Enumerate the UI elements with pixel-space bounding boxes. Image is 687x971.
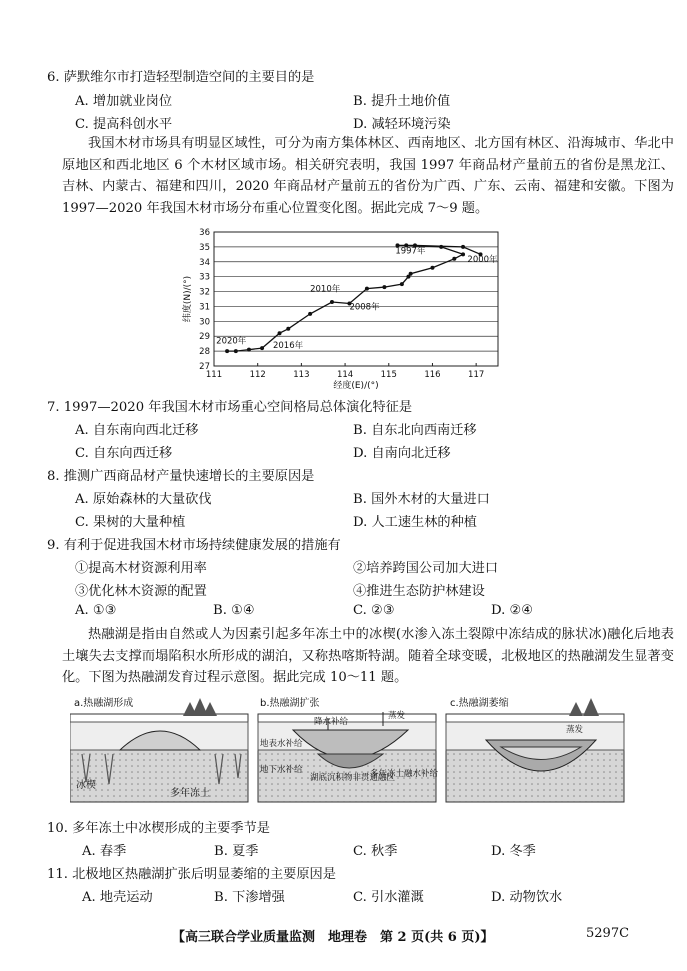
data-point [286,327,290,331]
y-tick-label: 27 [199,362,210,372]
q9-option-a: A. ①③ [75,603,117,618]
data-point [461,245,465,249]
q9-option-b: B. ①④ [213,603,255,618]
chart-series [225,243,482,353]
x-tick-label: 117 [468,370,485,380]
chart-labels [181,228,498,391]
y-tick-label: 28 [199,347,210,358]
y-tick-label: 34 [199,257,210,268]
panel-a [70,696,248,802]
x-tick-label: 115 [380,370,397,380]
annotation-label: 2016年 [272,341,304,352]
q9-stem: 9. 有利于促进我国木材市场持续健康发展的措施有 [47,538,341,553]
q10-option-b: B. 夏季 [214,844,259,859]
label-evaporation-c: 蒸发 [566,725,584,735]
q9-option-d: D. ②④ [491,603,534,618]
data-point [461,252,465,256]
panel-b [258,696,439,802]
panel-c [446,696,624,802]
data-point [365,287,369,291]
series-line [227,245,480,351]
q7-option-b: B. 自东北向西南迁移 [353,423,477,438]
q6-option-a: A. 增加就业岗位 [75,94,173,109]
q9-item-4: ④推进生态防护林建设 [353,584,485,599]
q10-stem: 10. 多年冻土中冰楔形成的主要季节是 [47,821,270,836]
y-tick-label: 30 [199,317,210,328]
q7-option-c: C. 自东向西迁移 [75,446,173,461]
q8-option-c: C. 果树的大量种植 [75,515,186,530]
q10-option-c: C. 秋季 [353,844,398,859]
x-tick-label: 114 [336,370,354,380]
panel-a-title: a.热融湖形成 [74,698,134,709]
q6-option-b: B. 提升土地价值 [353,94,451,109]
q9-item-2: ②培养跨国公司加大进口 [353,561,499,576]
q7-option-d: D. 自南向北迁移 [353,446,451,461]
x-tick-label: 112 [249,370,266,380]
q11-option-c: C. 引水灌溉 [353,890,424,905]
label-groundwater: 地下水补给 [260,765,303,775]
data-point [278,331,282,335]
label-lake-sediment: 湖底沉积物非贯通融区 [310,773,396,783]
panel-b-title: b.热融湖扩张 [260,698,320,709]
data-point [330,300,334,304]
data-point [430,266,434,270]
data-point [439,245,443,249]
q6-option-c: C. 提高科创水平 [75,117,173,132]
data-point [382,285,386,289]
label-evaporation-b: 蒸发 [388,711,406,721]
data-point [400,282,404,286]
passage-thermokarst: 热融湖是指由自然或人为因素引起多年冻土中的冰楔(水渗入冻土裂隙中冻结成的脉状冰)融化后地表土壤失去支撑而塌陷积水所形成的湖泊，又称热喀斯特湖。随着全球变暖，北极地区的热融湖发生显著变化。下图为热融湖发育过程示意图。据此完成 10～11 题。 [62,627,674,685]
data-point [260,346,264,350]
q10-option-a: A. 春季 [82,844,127,859]
thermokarst-lake-diagram [70,692,625,805]
q6-stem: 6. 萨默维尔市打造轻型制造空间的主要目的是 [47,70,315,85]
y-axis-label: 纬度(N)/(°) [183,275,193,323]
q8-option-a: A. 原始森林的大量砍伐 [75,492,212,507]
data-point [225,349,229,353]
annotation-label: 2020年 [216,336,247,347]
q9-item-1: ①提高木材资源利用率 [75,561,207,576]
y-tick-label: 31 [199,302,210,313]
data-point [406,275,410,279]
q8-option-b: B. 国外木材的大量进口 [353,492,490,507]
q7-option-a: A. 自东南向西北迁移 [75,423,199,438]
annotation-label: 2008年 [349,302,380,313]
panel-c-title: c.热融湖萎缩 [450,698,509,709]
q8-stem: 8. 推测广西商品材产量快速增长的主要原因是 [47,469,315,484]
x-tick-label: 111 [205,370,223,380]
q9-item-3: ③优化林木资源的配置 [75,584,207,599]
q11-option-b: B. 下渗增强 [214,890,285,905]
label-permafrost-melt: 多年冻土融水补给 [370,769,439,779]
q11-stem: 11. 北极地区热融湖扩张后明显萎缩的主要原因是 [47,867,336,882]
y-tick-label: 33 [199,272,210,283]
page-footer: 【高三联合学业质量监测 地理卷 第 2 页(共 6 页)】 [172,930,494,945]
x-tick-label: 113 [293,370,310,380]
passage-timber-market: 我国木材市场具有明显区域性，可分为南方集体林区、西南地区、北方国有林区、沿海城市、华北中原地区和西北地区 6 个木材区域市场。相关研究表明，我国 1997 年商品材产量前五的省份是黑龙江、吉林、内蒙古、福建和四川，2020 年商品材产量前五的省份为广西、广东、云南、福建和安徽。下图为 1997—2020 年我国木材市场分布重心位置变化图。据此完成 7～9 题。 [62,136,674,216]
q9-option-c: C. ②③ [353,603,395,618]
q11-option-d: D. 动物饮水 [491,890,563,905]
data-point [308,312,312,316]
q11-option-a: A. 地壳运动 [82,890,153,905]
q7-stem: 7. 1997—2020 年我国木材市场重心空间格局总体演化特征是 [47,400,413,415]
x-tick-label: 116 [424,370,441,380]
annotation-label: 2010年 [310,284,341,295]
data-point [452,257,456,261]
annotation-label: 2000年 [467,254,498,265]
y-tick-label: 35 [199,242,210,253]
label-ice-wedge: 冰楔 [76,780,96,791]
x-axis-label: 经度(E)/(°) [333,381,379,391]
q10-option-d: D. 冬季 [491,844,536,859]
y-tick-label: 36 [199,228,210,238]
data-point [234,349,238,353]
label-surface-water: 地表水补给 [260,739,303,749]
data-point [247,348,251,352]
label-precipitation: 降水补给 [314,717,349,727]
y-tick-label: 29 [199,332,210,343]
annotation-label: 1997年 [395,246,426,257]
q6-option-d: D. 减轻环境污染 [353,117,451,132]
paper-code: 5297C [586,926,630,941]
q8-option-d: D. 人工速生林的种植 [353,515,477,530]
label-permafrost: 多年冻土 [170,788,210,799]
timber-market-centroid-chart [180,224,510,394]
y-tick-label: 32 [199,287,210,298]
